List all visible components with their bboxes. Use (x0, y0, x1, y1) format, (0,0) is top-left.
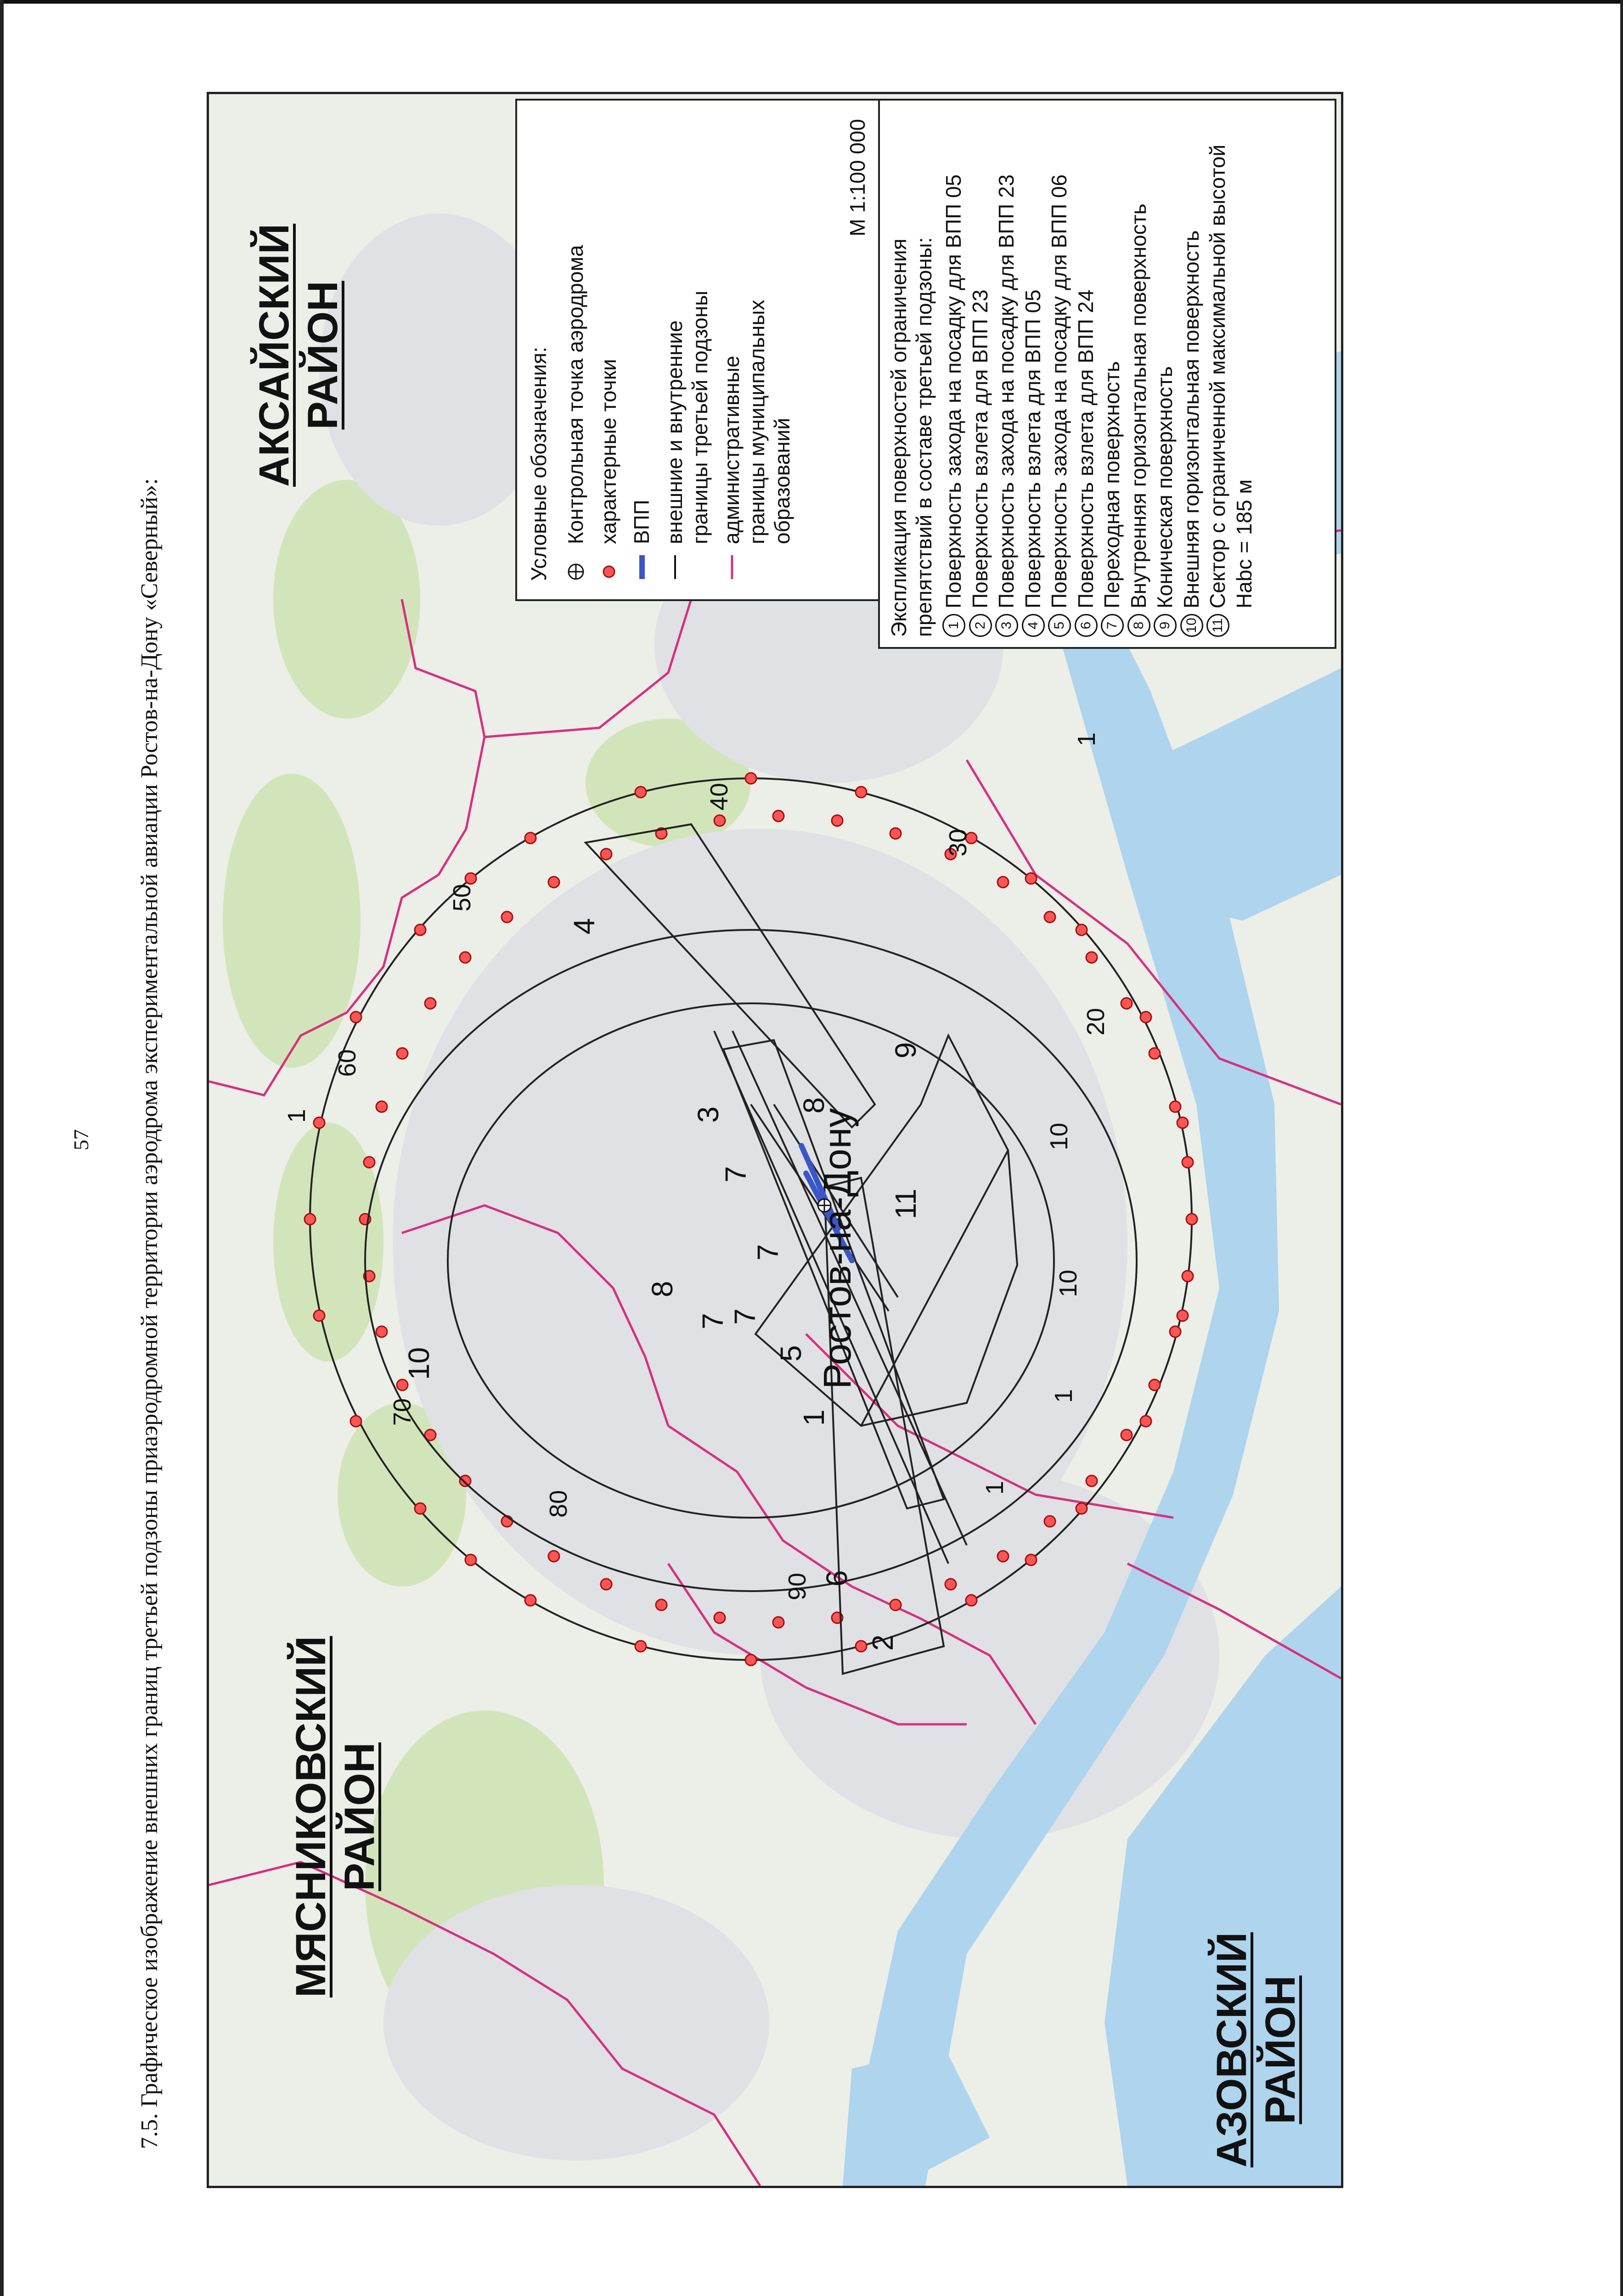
point-label-1b: 1 (981, 1480, 1009, 1495)
zone-label-6: 6 (820, 1570, 853, 1587)
explication-panel (878, 99, 1336, 649)
explication-item (1152, 131, 1178, 637)
zone-label-1: 1 (797, 1409, 830, 1426)
explication-item (1099, 131, 1126, 637)
item-label: Переходная поверхность (1100, 361, 1124, 608)
point-label-60: 60 (333, 1049, 361, 1077)
item-number-badge: 7 (1101, 614, 1124, 637)
district-myasnikovsky (287, 1636, 384, 1998)
zone-label-7b: 7 (751, 1244, 784, 1261)
district-myasnikovsky-line2: РАЙОН (336, 1742, 383, 1891)
district-myasnikovsky-line1: МЯСНИКОВСКИЙ (287, 1636, 334, 1998)
district-azovsky-line2: РАЙОН (1257, 1975, 1304, 2124)
point-label-10a: 10 (1045, 1122, 1073, 1150)
item-number-badge: 11 (1206, 614, 1229, 637)
item-number-badge: 4 (1022, 614, 1045, 637)
map-scale: М 1:100 000 (845, 119, 869, 236)
legend-label-control-point: Контрольная точка аэродрома (564, 245, 587, 544)
item-label: Поверхность захода на посадку для ВПП 23 (994, 174, 1018, 608)
point-label-50: 50 (448, 884, 476, 912)
district-aksai-line1: АКСАЙСКИЙ (251, 224, 298, 487)
item-label: Внешняя горизонтальная поверхность (1179, 230, 1203, 608)
point-label-90: 90 (783, 1572, 811, 1600)
zone-label-11: 11 (889, 1188, 922, 1219)
point-label-1c: 1 (1050, 1389, 1077, 1403)
point-label-10b: 10 (1054, 1269, 1082, 1297)
explication-item (993, 131, 1020, 637)
explication-item (1020, 131, 1047, 637)
explication-item (1073, 131, 1099, 637)
runway-icon (629, 544, 655, 581)
item-label: Поверхность взлета для ВПП 24 (1073, 289, 1098, 608)
legend-item-runway (629, 500, 655, 581)
legend-label-runway: ВПП (630, 500, 654, 544)
page-number: 57 (69, 1129, 93, 1150)
item-number-badge: 6 (1075, 614, 1098, 637)
point-label-30: 30 (944, 828, 972, 856)
zone-label-4: 4 (568, 918, 601, 934)
zone-label-7d: 7 (728, 1308, 761, 1325)
item-number-badge: 3 (995, 614, 1018, 637)
legend-title: Условные обозначения: (527, 347, 551, 581)
point-label-40: 40 (705, 782, 733, 810)
black-line-icon (662, 544, 688, 581)
red-dot-icon (596, 544, 622, 581)
item-number-badge: 9 (1154, 614, 1177, 637)
district-azovsky-line1: АЗОВСКИЙ (1208, 1932, 1255, 2167)
scan-edge-top (0, 0, 1623, 4)
explication-item (1046, 131, 1073, 637)
explication-title: Экспликация поверхностей ограничения препятствий в составе третьей подзоны: (887, 237, 936, 637)
zone-label-9: 9 (889, 1042, 922, 1058)
explication-item (1205, 131, 1257, 637)
item-label: Внутренняя горизонтальная поверхность (1126, 203, 1150, 608)
zone-label-10: 10 (402, 1347, 435, 1380)
legend-label-boundary-line: внешние и внутренние границы третьей подзоны (663, 291, 712, 544)
pink-line-icon (719, 544, 745, 581)
explication-item (941, 131, 967, 637)
district-aksai (250, 224, 348, 487)
zone-label-7a: 7 (719, 1166, 752, 1182)
item-number-badge: 10 (1180, 614, 1203, 637)
city-label: Ростов-на-Дону (816, 1108, 859, 1389)
item-number-badge: 1 (942, 614, 965, 637)
explication-list (941, 131, 1257, 637)
zone-label-8b: 8 (797, 1097, 830, 1114)
zone-label-7c: 7 (696, 1313, 729, 1329)
point-label-70: 70 (389, 1398, 416, 1426)
point-label-20: 20 (1082, 1007, 1110, 1035)
explication-item (1178, 131, 1205, 637)
zone-label-2: 2 (866, 1634, 899, 1651)
item-number-badge: 2 (969, 614, 992, 637)
point-label-80: 80 (545, 1490, 572, 1518)
item-label: Поверхность захода на посадку для ВПП 06 (1047, 174, 1071, 608)
legend-label-characteristic-points: характерные точки (597, 359, 620, 544)
item-number-badge: 8 (1127, 614, 1150, 637)
district-azovsky (1208, 1932, 1305, 2167)
scan-edge-left (0, 0, 4, 2296)
legend-item-control-point (563, 245, 589, 581)
scan-edge-right (1620, 0, 1623, 2296)
item-label: Сектор с ограниченной максимальной высотой Наbс = 185 м (1206, 144, 1256, 608)
figure-caption: 7.5. Графическое изображение внешних границ третьей подзоны приаэродромной территории аэродрома экспериментальной авиации Ростов-на-Дону «Северный»: (136, 478, 163, 2149)
zone-label-8a: 8 (646, 1281, 679, 1297)
item-label: Поверхность взлета для ВПП 05 (1020, 289, 1045, 608)
point-label-1a: 1 (283, 1109, 310, 1123)
explication-item (1126, 131, 1152, 637)
map-legend (515, 99, 882, 601)
district-aksai-line2: РАЙОН (299, 281, 346, 430)
item-label: Поверхность захода на посадку для ВПП 05 (941, 174, 965, 608)
legend-item-characteristic-points (596, 359, 622, 581)
item-label: Поверхность взлета для ВПП 23 (968, 289, 992, 608)
point-label-1d: 1 (1073, 732, 1100, 746)
crosshair-icon (563, 544, 589, 581)
zone-label-3: 3 (692, 1106, 725, 1123)
legend-item-admin-boundary (719, 287, 795, 581)
legend-label-admin-boundary: административные границы муниципальных образований (720, 299, 795, 544)
legend-item-boundary-line (662, 287, 713, 581)
zone-label-5: 5 (774, 1345, 807, 1362)
item-label: Коническая поверхность (1153, 366, 1177, 608)
explication-item (967, 131, 994, 637)
item-number-badge: 5 (1048, 614, 1071, 637)
